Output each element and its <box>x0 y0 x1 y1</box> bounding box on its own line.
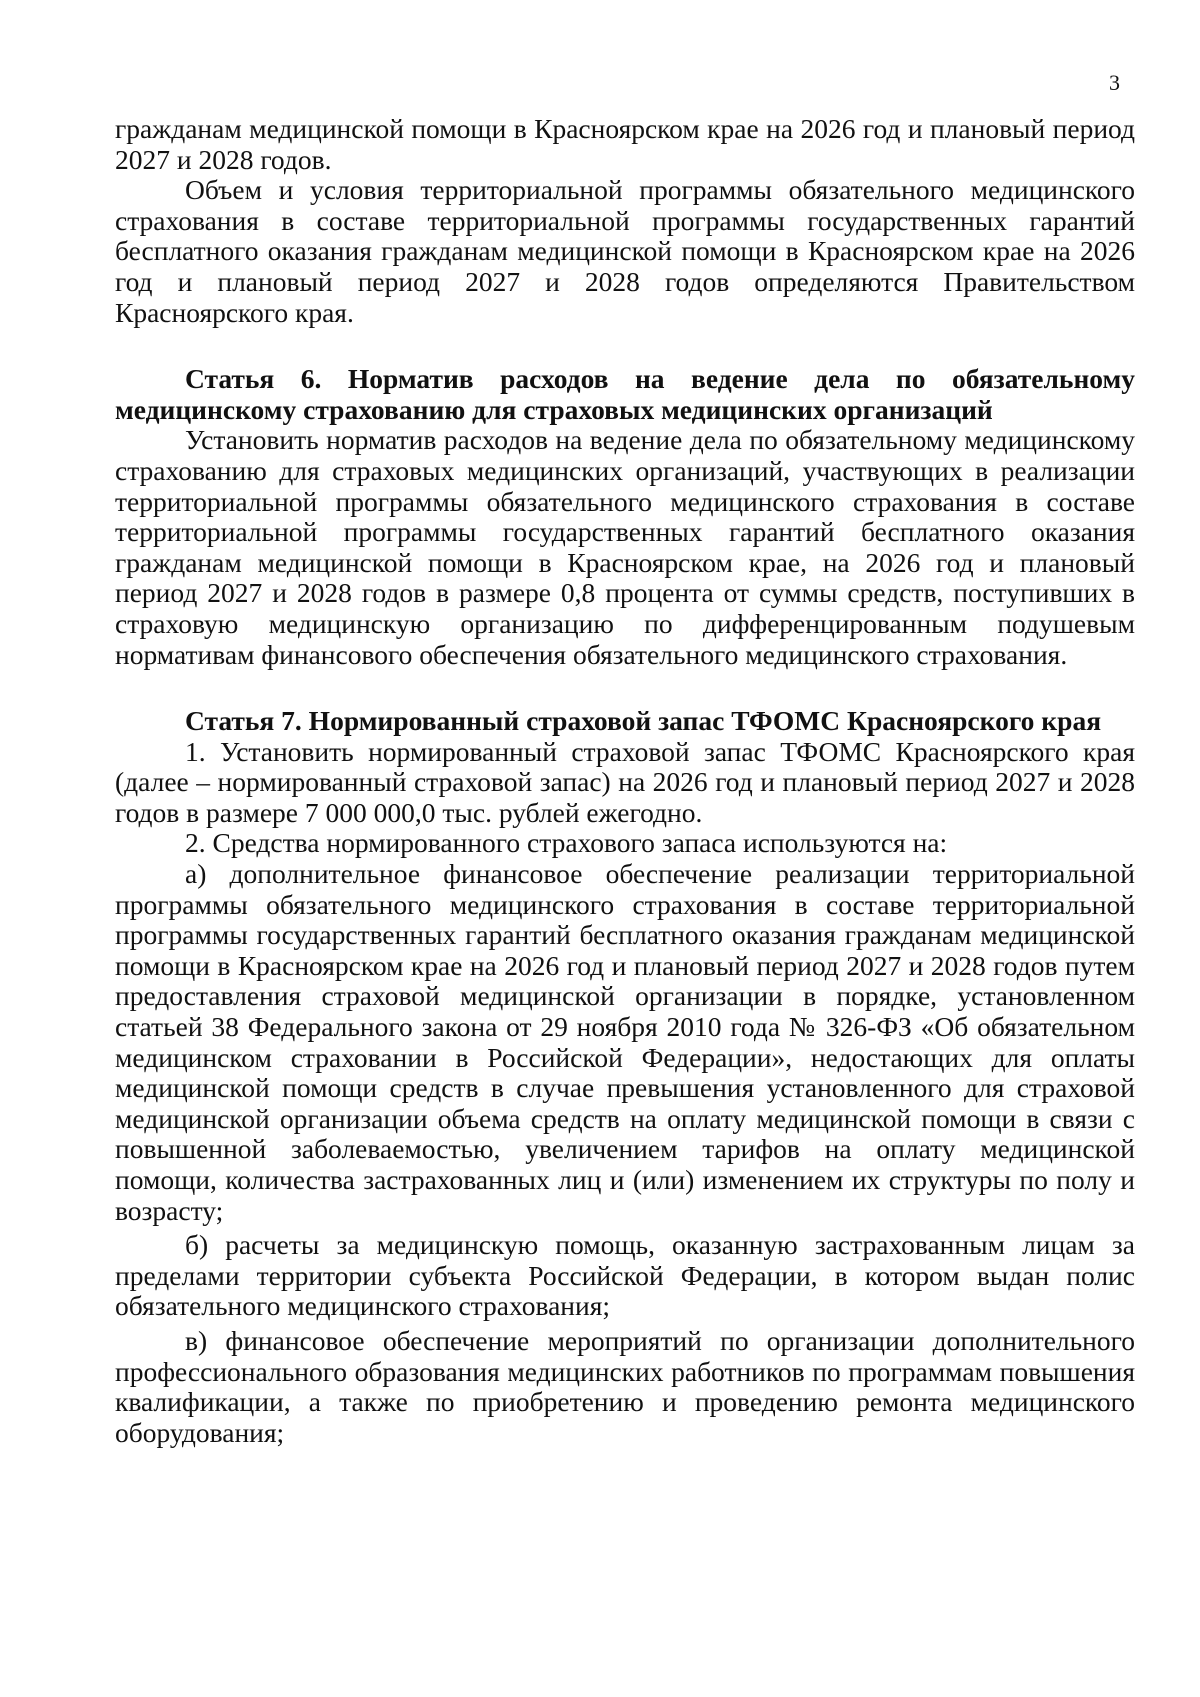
article-7-subitem-v: в) финансовое обеспечение мероприятий по организации дополнительного профессионального образования медицинских работников по программам повышения квалификации, а также по приобретению и проведению ремонта медицинского оборудования; <box>115 1324 1135 1448</box>
article-6-text: Установить норматив расходов на ведение дела по обязательному медицинскому страхованию для страховых медицинских организаций, участвующих в реализации территориальной программы обязательного медицинского страхования в составе территориальной программы государственных гарантий бесплатного оказания гражданам медицинской помощи в Красноярском крае, на 2026 год и плановый период 2027 и 2028 годов в размере 0,8 процента от суммы средств, поступивших в страховую медицинскую организацию по дифференцированным подушевым нормативам финансового обеспечения обязательного медицинского страхования. <box>115 424 1135 670</box>
article-7-subitem-a: а) дополнительное финансовое обеспечение реализации территориальной программы обязательного медицинского страхования в составе территориальной программы государственных гарантий бесплатного оказания гражданам медицинской помощи в Красноярском крае на 2026 год и плановый период 2027 и 2028 годов путем предоставления страховой медицинской организации в порядке, установленном статьей 38 Федерального закона от 29 ноября 2010 года № 326-ФЗ «Об обязательном медицинском страховании в Российской Федерации», недостающих для оплаты медицинской помощи средств в случае превышения установленного для страховой медицинской организации объема средств на оплату медицинской помощи в связи с повышенной заболеваемостью, увеличением тарифов на оплату медицинской помощи, количества застрахованных лиц и (или) изменением их структуры по полу и возрасту; <box>115 858 1135 1226</box>
paragraph-program-volume: Объем и условия территориальной программы обязательного медицинского страхования в составе территориальной программы государственных гарантий бесплатного оказания гражданам медицинской помощи в Красноярском крае на 2026 год и плановый период 2027 и 2028 годов определяются Правительством Красноярского края. <box>115 174 1135 328</box>
page-number: 3 <box>1109 70 1120 95</box>
article-7-subitem-b: б) расчеты за медицинскую помощь, оказанную застрахованным лицам за пределами территории субъекта Российской Федерации, в котором выдан полис обязательного медицинского страхования; <box>115 1229 1135 1322</box>
article-7-item-1: 1. Установить нормированный страховой запас ТФОМС Красноярского края (далее – нормированный страховой запас) на 2026 год и плановый период 2027 и 2028 годов в размере 7 000 000,0 тыс. рублей ежегодно. <box>115 735 1135 828</box>
article-6-heading: Статья 6. Норматив расходов на ведение дела по обязательному медицинскому страхованию для страховых медицинских организаций <box>115 363 1135 425</box>
document-body <box>115 114 1135 1448</box>
paragraph-continuation: гражданам медицинской помощи в Красноярском крае на 2026 год и плановый период 2027 и 2028 годов. <box>115 113 1135 175</box>
article-7-item-2: 2. Средства нормированного страхового запаса используются на: <box>185 827 948 859</box>
article-7-heading: Статья 7. Нормированный страховой запас ТФОМС Красноярского края <box>185 705 1102 737</box>
